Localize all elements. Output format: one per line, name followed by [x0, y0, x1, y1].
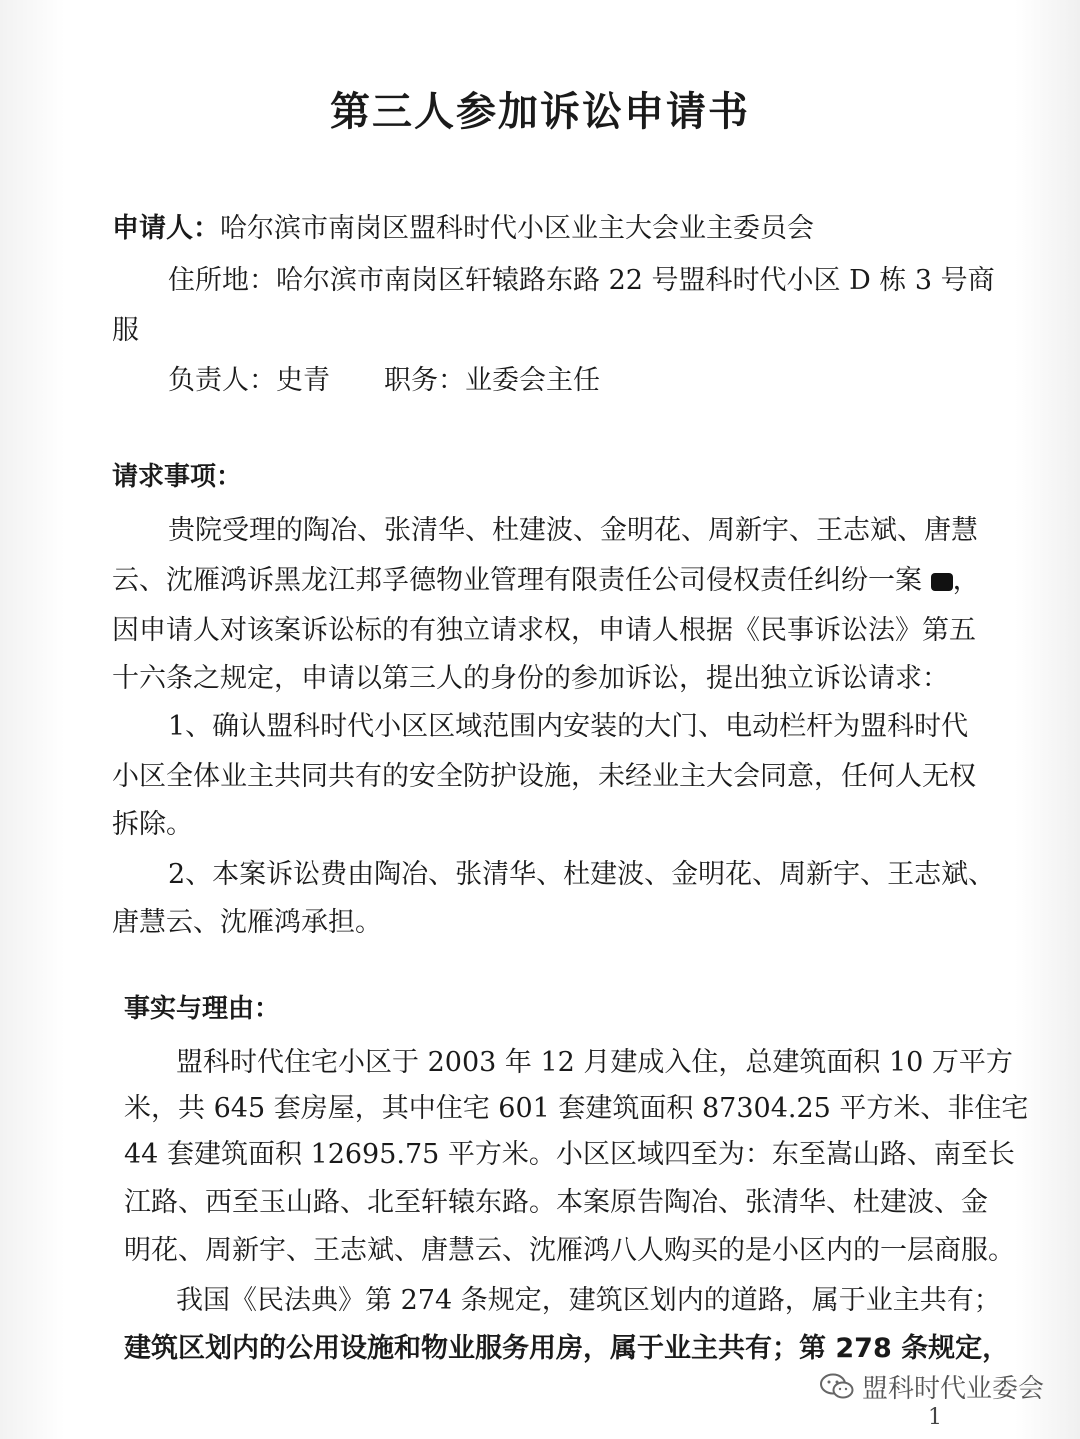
- request-item-2-line: 2、本案诉讼费由陶冶、张清华、杜建波、金明花、周新宇、王志斌、: [168, 859, 996, 890]
- address-line-1: 住所地：哈尔滨市南岗区轩辕路东路 22 号盟科时代小区 D 栋 3 号商: [168, 265, 995, 296]
- facts-line: 我国《民法典》第 274 条规定，建筑区划内的道路，属于业主共有；: [176, 1285, 1001, 1316]
- wechat-icon: [820, 1373, 854, 1401]
- facts-line: 江路、西至玉山路、北至轩辕东路。本案原告陶冶、张清华、杜建波、金: [124, 1187, 988, 1218]
- facts-line: 盟科时代住宅小区于 2003 年 12 月建成入住，总建筑面积 10 万平方: [176, 1047, 1013, 1078]
- redaction-mark: [931, 573, 953, 591]
- facts-line: 44 套建筑面积 12695.75 平方米。小区区域四至为：东至嵩山路、南至长: [124, 1139, 1015, 1170]
- request-item-2-line: 唐慧云、沈雁鸿承担。: [112, 907, 382, 938]
- facts-line: 建筑区划内的公用设施和物业服务用房，属于业主共有；第 278 条规定，: [124, 1333, 1010, 1364]
- facts-line: 米，共 645 套房屋，其中住宅 601 套建筑面积 87304.25 平方米、非住宅: [124, 1093, 1029, 1124]
- requests-line: 云、沈雁鸿诉黑龙江邦孚德物业管理有限责任公司侵权责任纠纷一案 ，: [112, 565, 980, 596]
- document-title: 第三人参加诉讼申请书: [330, 89, 750, 135]
- watermark-text: 盟科时代业委会: [862, 1374, 1045, 1404]
- facts-line: 明花、周新宇、王志斌、唐慧云、沈雁鸿八人购买的是小区内的一层商服。: [124, 1235, 1015, 1266]
- request-item-1-line: 拆除。: [112, 809, 193, 840]
- requests-line: 贵院受理的陶冶、张清华、杜建波、金明花、周新宇、王志斌、唐慧: [168, 515, 978, 546]
- requests-line: 因申请人对该案诉讼标的有独立请求权，申请人根据《民事诉讼法》第五: [112, 615, 976, 646]
- applicant-label: 申请人：: [112, 213, 220, 244]
- request-item-1-line: 小区全体业主共同共有的安全防护设施，未经业主大会同意，任何人无权: [112, 761, 976, 792]
- facts-heading: 事实与理由：: [124, 994, 281, 1024]
- applicant-line: [112, 206, 814, 245]
- watermark: [820, 1368, 1044, 1405]
- request-item-1-line: 1、确认盟科时代小区区域范围内安装的大门、电动栏杆为盟科时代: [168, 711, 969, 742]
- page-number: 1: [928, 1405, 942, 1430]
- applicant-name: 哈尔滨市南岗区盟科时代小区业主大会业主委员会: [220, 213, 814, 244]
- requests-heading: 请求事项：: [112, 462, 243, 492]
- responsible-line: 负责人：史青 职务：业委会主任: [168, 365, 600, 396]
- requests-line: 十六条之规定，申请以第三人的身份的参加诉讼，提出独立诉讼请求：: [112, 663, 949, 694]
- address-line-2: 服: [112, 315, 139, 346]
